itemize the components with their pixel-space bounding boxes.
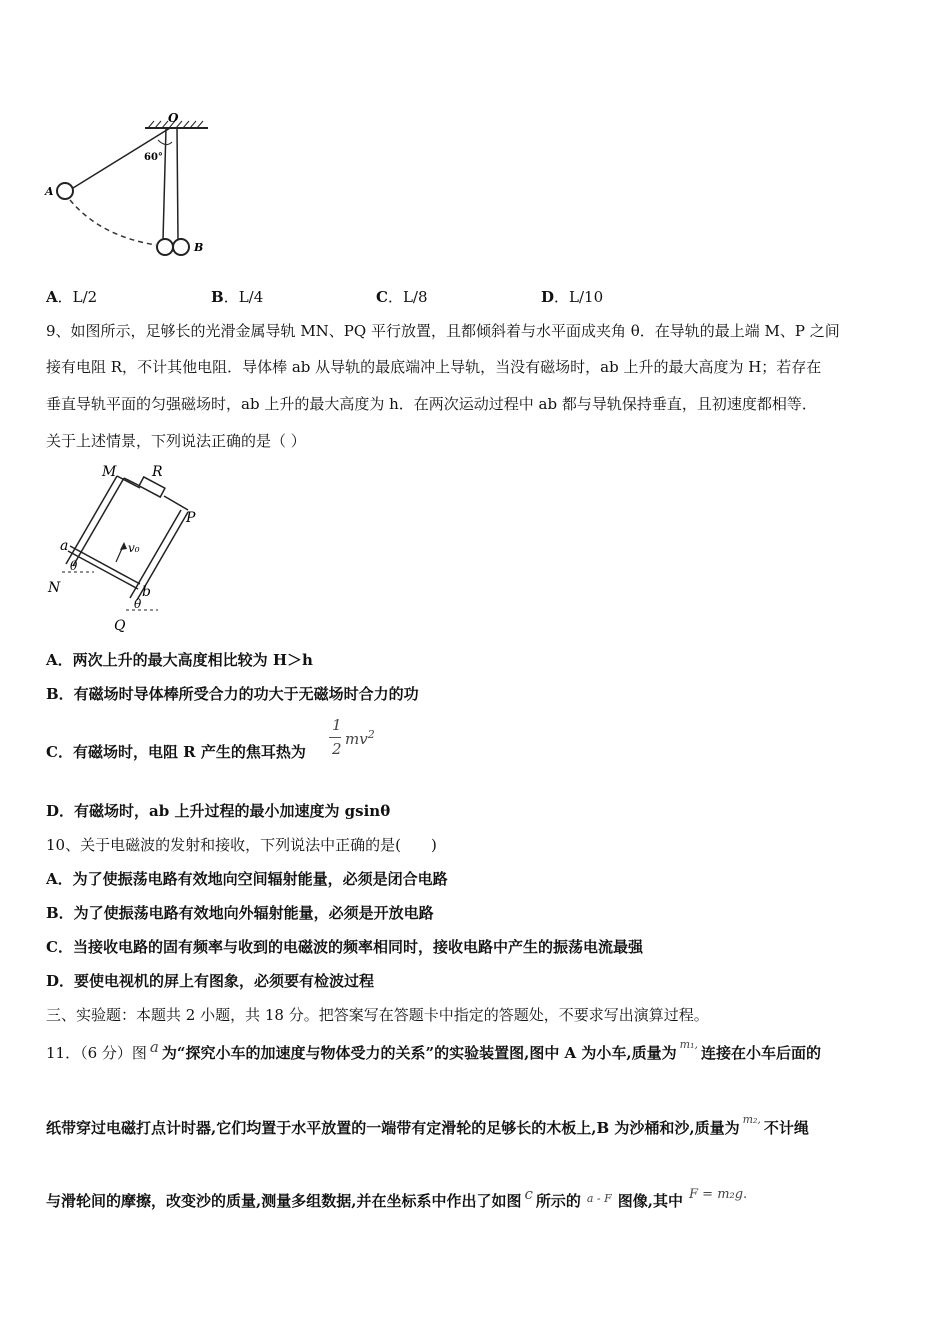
- q11-line-3c: 图像,其中: [617, 1192, 684, 1210]
- q10-stem: 10、关于电磁波的发射和接收，下列说法中正确的是( ): [46, 836, 437, 854]
- q11-m2: m₂,: [742, 1113, 761, 1126]
- q11-fig-c: c: [524, 1185, 533, 1203]
- q10-option-b: B．为了使振荡电路有效地向外辐射能量，必须是开放电路: [46, 904, 434, 922]
- q10-option-a: A．为了使振荡电路有效地向空间辐射能量，必须是闭合电路: [46, 870, 448, 888]
- label-p: P: [186, 510, 196, 526]
- q11-m1: m₁,: [679, 1038, 698, 1051]
- fraction-numerator: 1: [332, 716, 342, 734]
- label-theta-q: θ: [134, 597, 142, 611]
- section-3-heading: 三、实验题：本题共 2 小题，共 18 分。把答案写在答题卡中指定的答题处，不要求写出演算过程。: [46, 1006, 709, 1024]
- q11-part-2: 为“探究小车的加速度与物体受力的关系”的实验装置图,图中 A 为小车,质量为: [161, 1044, 677, 1062]
- label-a: A: [45, 185, 54, 198]
- q10-option-d: D．要使电视机的屏上有图象，必须要有检波过程: [46, 972, 375, 990]
- label-q: Q: [114, 618, 126, 634]
- q11-af: a - F: [586, 1192, 612, 1205]
- formula-expr: mv: [345, 730, 368, 748]
- q11-part-3: 连接在小车后面的: [701, 1044, 822, 1062]
- q9-stem-line-1: 9、如图所示，足够长的光滑金属导轨 MN、PQ 平行放置，且都倾斜着与水平面成夹角 θ．在导轨的最上端 M、P 之间: [46, 322, 840, 340]
- q8-option-c: C．L/8: [376, 288, 428, 306]
- label-b-end: b: [142, 584, 151, 600]
- q11-line-1: [46, 1038, 822, 1066]
- q8-option-b: B．L/4: [211, 288, 264, 306]
- rails-figure: [44, 462, 214, 637]
- angle-label: 60°: [144, 152, 163, 163]
- q9-option-c: [46, 741, 306, 763]
- q11-line-2b: 不计绳: [763, 1119, 809, 1137]
- fraction-denominator: 2: [332, 740, 342, 758]
- label-n: N: [48, 580, 61, 596]
- q9-stem-line-2: 接有电阻 R，不计其他电阻．导体棒 ab 从导轨的最底端冲上导轨，当没有磁场时，ab 上升的最大高度为 H；若存在: [46, 358, 822, 376]
- q8-option-a: A．L/2: [46, 288, 98, 306]
- label-a-end: a: [60, 538, 69, 554]
- q9-stem-line-3: 垂直导轨平面的匀强磁场时，ab 上升的最大高度为 h．在两次运动过程中 ab 都与导轨保持垂直，且初速度都相等．: [46, 395, 817, 413]
- q11-line-3: [46, 1185, 748, 1214]
- q8-option-d: D．L/10: [541, 288, 604, 306]
- q11-line-2: [46, 1113, 809, 1141]
- formula-sup: 2: [367, 728, 375, 741]
- label-b: B: [194, 241, 204, 254]
- q11-line-3b: 所示的: [535, 1192, 581, 1210]
- q10-option-c: C．当接收电路的固有频率与收到的电磁波的频率相同时，接收电路中产生的振荡电流最强: [46, 938, 643, 956]
- label-theta-n: θ: [70, 559, 78, 573]
- q9-option-d: D．有磁场时，ab 上升过程的最小加速度为 gsinθ: [46, 802, 391, 820]
- label-m: M: [102, 464, 117, 480]
- q9-stem-line-4: 关于上述情景，下列说法正确的是（ ）: [46, 432, 306, 450]
- q11-fig-a: a: [149, 1038, 159, 1056]
- q11-part-1: 11．（6 分）图: [46, 1044, 147, 1062]
- label-v0: v₀: [128, 541, 140, 555]
- q11-line-2-text: 纸带穿过电磁打点计时器,它们均置于水平放置的一端带有定滑轮的足够长的木板上,B 为沙桶和沙,质量为: [46, 1119, 740, 1137]
- q9-option-a: A．两次上升的最大高度相比较为 H＞h: [46, 651, 313, 669]
- q11-line-3-text: 与滑轮间的摩擦，改变沙的质量,测量多组数据,并在坐标系中作出了如图: [46, 1192, 522, 1210]
- q11-f-eq: F = m₂g.: [689, 1187, 748, 1202]
- q9-option-c-text: C．有磁场时，电阻 R 产生的焦耳热为: [46, 743, 306, 761]
- q9-option-b: B．有磁场时导体棒所受合力的功大于无磁场时合力的功: [46, 685, 419, 703]
- pendulum-figure: [40, 108, 230, 263]
- label-o: O: [168, 111, 179, 125]
- label-r: R: [152, 464, 163, 480]
